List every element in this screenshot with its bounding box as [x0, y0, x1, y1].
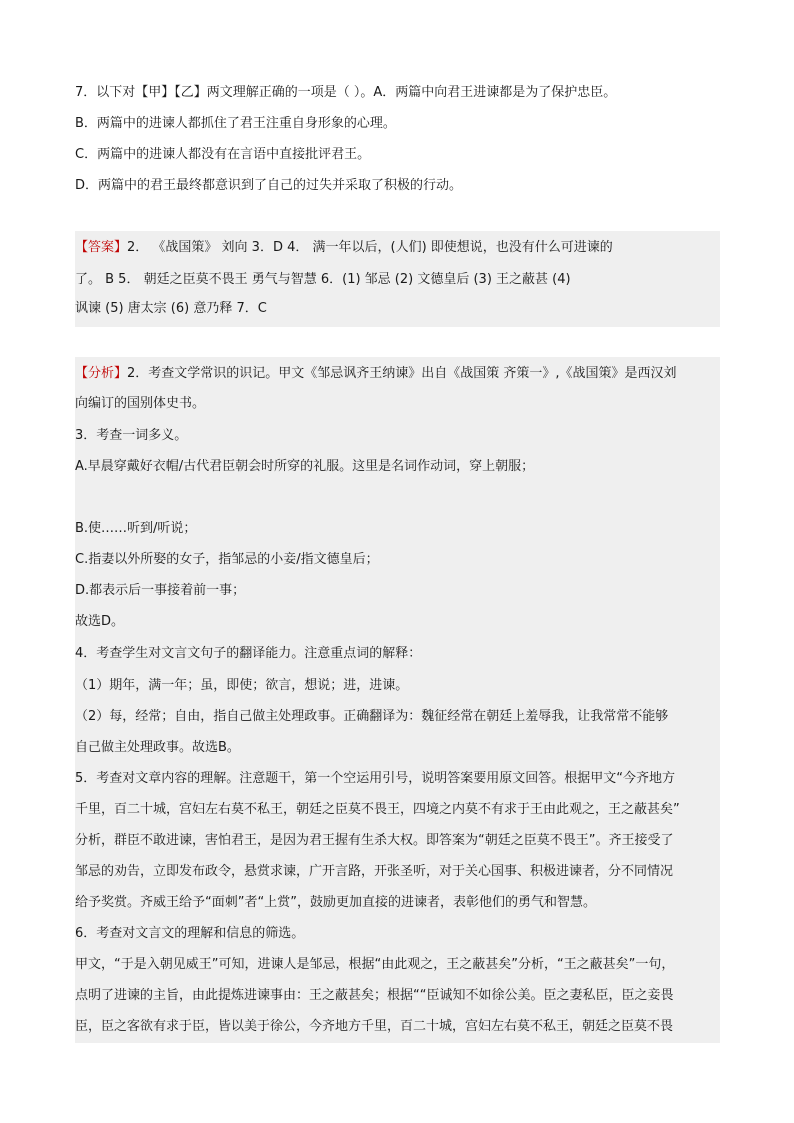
question-7-option-d: D．两篇中的君王最终都意识到了自己的过失并采取了积极的行动。 [75, 178, 463, 193]
analysis-line: 邹忌的劝告，立即发布政令，悬赏求谏，广开言路，开张圣听，对于关心国事、积极进谏者，分不同情况 [75, 864, 674, 879]
analysis-line: （2）每，经常；自由，指自己做主处理政事。正确翻译为：魏征经常在朝廷上羞辱我，让我常常不能够 [75, 709, 669, 724]
analysis-line: 自己做主处理政事。故选B。 [75, 740, 240, 755]
analysis-line: B.使……听到/听说； [75, 521, 197, 536]
analysis-line: 甲文，“于是入朝见威王”可知，进谏人是邹忌，根据“由此观之，王之蔽甚矣”分析，“王之蔽甚矣”一句， [75, 957, 675, 972]
analysis-line: D.都表示后一事接着前一事； [75, 583, 246, 598]
answer-line-1 [75, 239, 720, 257]
answer-text-1: 2． 《战国策》 刘向 3．D 4． 满一年以后，(人们) 即使想说，也没有什么可进谏的 [127, 240, 613, 255]
question-7-option-c: C．两篇中的进谏人都没有在言语中直接批评君王。 [75, 147, 371, 162]
analysis-line: 5．考查对文章内容的理解。注意题干，第一个空运用引号，说明答案要用原文回答。根据甲文“今齐地方 [75, 771, 676, 786]
answer-line-3: 讽谏 (5) 唐太宗 (6) 意乃释 7．C [75, 301, 267, 316]
question-7-option-b: B．两篇中的进谏人都抓住了君王注重自身形象的心理。 [75, 116, 396, 131]
analysis-line: 臣，臣之客欲有求于臣，皆以美于徐公，今齐地方千里，百二十城，宫妇左右莫不私王，朝廷之臣莫不畏 [75, 1019, 674, 1034]
analysis-line: 故选D。 [75, 614, 125, 629]
answer-line-2: 了。 B 5． 朝廷之臣莫不畏王 勇气与智慧 6．(1) 邹忌 (2) 文德皇后 (3) 王之蔽甚 (4) [75, 272, 571, 287]
analysis-line: 6．考查对文言文的理解和信息的筛选。 [75, 926, 305, 941]
analysis-line: 千里，百二十城，宫妇左右莫不私王，朝廷之臣莫不畏王，四境之内莫不有求于王由此观之，王之蔽甚矣” [75, 802, 680, 817]
analysis-line: 3．考查一词多义。 [75, 428, 188, 443]
analysis-line: 4．考查学生对文言文句子的翻译能力。注意重点词的解释： [75, 646, 422, 661]
analysis-line: 分析，群臣不敢进谏，害怕君王，是因为君王握有生杀大权。即答案为“朝廷之臣莫不畏王”。齐王接受了 [75, 833, 674, 848]
analysis-line: （1）期年，满一年；虽，即使；欲言，想说；进，进谏。 [75, 678, 409, 693]
analysis-text: 2．考查文学常识的识记。甲文《邹忌讽齐王纳谏》出自《战国策 齐策一》,《战国策》是西汉刘 [127, 366, 677, 381]
answer-tag: 【答案】 [75, 240, 128, 255]
analysis-line: 向编订的国别体史书。 [75, 396, 206, 411]
question-7-stem: 7．以下对【甲】【乙】两文理解正确的一项是（ ）。A．两篇中向君王进谏都是为了保护忠臣。 [75, 85, 617, 100]
analysis-line: A.早晨穿戴好衣帽/古代君臣朝会时所穿的礼服。这里是名词作动词，穿上朝服； [75, 459, 535, 474]
analysis-line [75, 365, 720, 383]
analysis-line: 给予奖赏。齐威王给予“面刺”者“上赏”，鼓励更加直接的进谏者，表彰他们的勇气和智慧。 [75, 895, 596, 910]
analysis-line: C.指妻以外所娶的女子，指邹忌的小妾/指文德皇后； [75, 552, 379, 567]
analysis-tag: 【分析】 [75, 366, 128, 381]
analysis-line: 点明了进谏的主旨，由此提炼进谏事由：王之蔽甚矣；根据““臣诚知不如徐公美。臣之妻私臣，臣之妾畏 [75, 988, 674, 1003]
